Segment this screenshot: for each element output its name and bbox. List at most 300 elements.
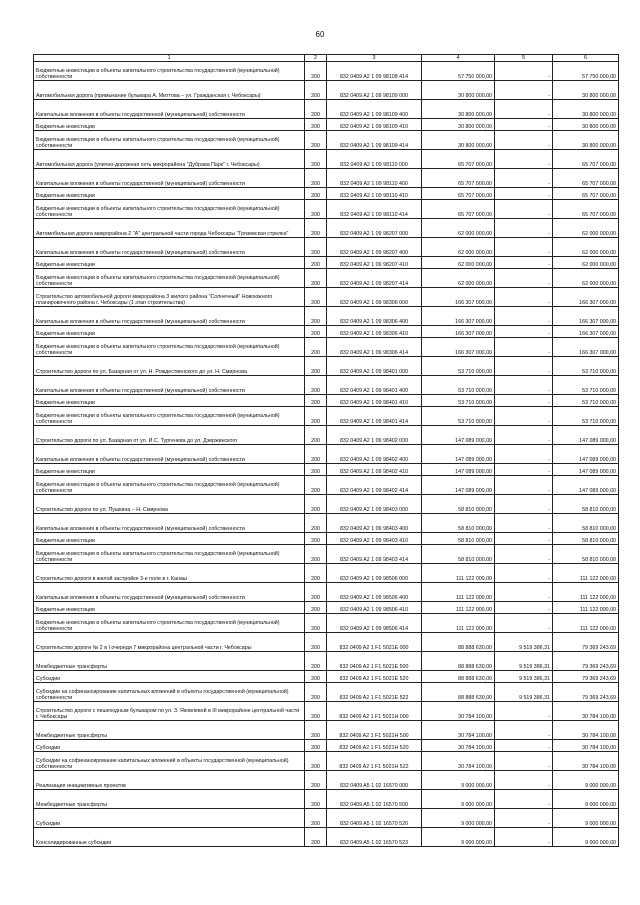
amount-change: - (495, 583, 553, 602)
table-row (34, 395, 619, 407)
amount-change: - (495, 257, 553, 269)
code-cell: 200 (305, 81, 327, 100)
amount-change: - (495, 828, 553, 847)
row-name: Субсидии (34, 740, 305, 752)
classification-code: 832 0409 A2 1 09 98110 410 (327, 188, 422, 200)
amount-plan: 62 000 000,00 (422, 269, 495, 288)
amount-total: 79 369 243,69 (553, 652, 619, 671)
code-cell: 200 (305, 288, 327, 307)
classification-code: 832 0409 A2 1 09 98109 414 (327, 131, 422, 150)
code-cell: 200 (305, 702, 327, 721)
amount-plan: 147 089 000,00 (422, 426, 495, 445)
table-row (34, 257, 619, 269)
table-row (34, 269, 619, 288)
amount-plan: 30 784 100,00 (422, 740, 495, 752)
amount-total: 53 710 000,00 (553, 357, 619, 376)
amount-total: 111 122 000,00 (553, 602, 619, 614)
amount-total: 147 089 000,00 (553, 445, 619, 464)
code-cell: 200 (305, 583, 327, 602)
amount-total: 62 000 000,00 (553, 257, 619, 269)
amount-plan: 62 000 000,00 (422, 219, 495, 238)
amount-change: - (495, 545, 553, 564)
code-cell: 200 (305, 740, 327, 752)
amount-change: - (495, 238, 553, 257)
amount-total: 65 707 000,00 (553, 150, 619, 169)
amount-change: - (495, 464, 553, 476)
classification-code: 832 0409 A2 1 F1 5021E 520 (327, 671, 422, 683)
code-cell: 200 (305, 683, 327, 702)
amount-total: 111 122 000,00 (553, 583, 619, 602)
amount-change: - (495, 602, 553, 614)
code-cell: 200 (305, 119, 327, 131)
row-name: Строительство автомобильной дороги микрорайона 3 жилого района "Солнечный" Новоюжного планировочного района г. Чебоксары (1 этап строительства) (34, 288, 305, 307)
row-name: Бюджетные инвестиции в объекты капитального строительства государственной (муниципальной) собственности (34, 407, 305, 426)
row-name: Бюджетные инвестиции (34, 395, 305, 407)
row-name: Автомобильная дорога микрорайона 2 "А" центральной части города Чебоксары "Грязевская стрелка" (34, 219, 305, 238)
amount-plan: 58 810 000,00 (422, 545, 495, 564)
amount-change: - (495, 131, 553, 150)
row-name: Автомобильная дорога (улично-дорожная сеть микрорайона "Дубрава Парк" г. Чебоксары) (34, 150, 305, 169)
amount-plan: 53 710 000,00 (422, 357, 495, 376)
amount-total: 9 000 000,00 (553, 828, 619, 847)
column-header: 1 (34, 55, 305, 62)
amount-change: - (495, 495, 553, 514)
classification-code: 832 0409 A2 1 F1 5021E 522 (327, 683, 422, 702)
code-cell: 200 (305, 100, 327, 119)
code-cell: 200 (305, 790, 327, 809)
row-name: Бюджетные инвестиции в объекты капитального строительства государственной (муниципальной) собственности (34, 131, 305, 150)
row-name: Бюджетные инвестиции в объекты капитального строительства государственной (муниципальной) собственности (34, 62, 305, 81)
amount-total: 147 089 000,00 (553, 426, 619, 445)
amount-plan: 53 710 000,00 (422, 376, 495, 395)
table-row (34, 169, 619, 188)
table-row (34, 683, 619, 702)
row-name: Бюджетные инвестиции в объекты капитального строительства государственной (муниципальной) собственности (34, 338, 305, 357)
row-name: Межбюджетные трансферты (34, 652, 305, 671)
row-name: Консолидированные субсидии (34, 828, 305, 847)
amount-total: 166 307 000,00 (553, 326, 619, 338)
amount-plan: 9 000 000,00 (422, 790, 495, 809)
amount-change: - (495, 219, 553, 238)
amount-total: 30 800 000,00 (553, 119, 619, 131)
amount-change: - (495, 169, 553, 188)
amount-change: - (495, 269, 553, 288)
row-name: Строительство дороги в жилой застройке 3-е поле в г. Канаш (34, 564, 305, 583)
classification-code: 832 0409 A2 1 09 98207 414 (327, 269, 422, 288)
amount-plan: 166 307 000,00 (422, 307, 495, 326)
classification-code: 832 0409 A2 1 09 98402 414 (327, 476, 422, 495)
row-name: Автомобильная дорога (примыкание бульвара А. Миттова – ул. Гражданская г. Чебоксары) (34, 81, 305, 100)
amount-change: - (495, 376, 553, 395)
row-name: Капитальные вложения в объекты государственной (муниципальной) собственности (34, 514, 305, 533)
classification-code: 832 0409 A2 1 09 98402 400 (327, 445, 422, 464)
amount-plan: 65 707 000,00 (422, 169, 495, 188)
table-row (34, 81, 619, 100)
amount-change: 9 519 386,31 (495, 671, 553, 683)
amount-total: 57 750 000,00 (553, 62, 619, 81)
classification-code: 832 0409 A5 1 02 16570 523 (327, 828, 422, 847)
amount-change: - (495, 326, 553, 338)
classification-code: 832 0409 A2 1 09 98506 414 (327, 614, 422, 633)
code-cell: 200 (305, 464, 327, 476)
table-row (34, 740, 619, 752)
row-name: Капитальные вложения в объекты государственной (муниципальной) собственности (34, 583, 305, 602)
classification-code: 832 0409 A2 1 09 98401 410 (327, 395, 422, 407)
amount-plan: 88 888 630,00 (422, 633, 495, 652)
row-name: Бюджетные инвестиции (34, 533, 305, 545)
amount-total: 30 784 100,00 (553, 721, 619, 740)
code-cell: 200 (305, 407, 327, 426)
amount-total: 62 000 000,00 (553, 219, 619, 238)
row-name: Капитальные вложения в объекты государственной (муниципальной) собственности (34, 100, 305, 119)
amount-change: - (495, 426, 553, 445)
classification-code: 832 0409 A2 1 09 98109 000 (327, 81, 422, 100)
amount-plan: 58 810 000,00 (422, 495, 495, 514)
row-name: Бюджетные инвестиции в объекты капитального строительства государственной (муниципальной) собственности (34, 269, 305, 288)
table-row (34, 62, 619, 81)
table-row (34, 476, 619, 495)
amount-change: - (495, 62, 553, 81)
code-cell: 200 (305, 326, 327, 338)
classification-code: 832 0409 A5 1 02 16570 520 (327, 809, 422, 828)
table-row (34, 131, 619, 150)
amount-change: - (495, 533, 553, 545)
row-name: Бюджетные инвестиции (34, 119, 305, 131)
table-row (34, 407, 619, 426)
page-number: 60 (315, 30, 325, 39)
table-row (34, 464, 619, 476)
column-header: 4 (422, 55, 495, 62)
amount-plan: 88 888 630,00 (422, 671, 495, 683)
amount-total: 30 784 100,00 (553, 752, 619, 771)
classification-code: 832 0409 A2 1 F1 5021E 500 (327, 652, 422, 671)
row-name: Строительство дороги № 2 в I очереди 7 микрорайона центральной части г. Чебоксары (34, 633, 305, 652)
amount-plan: 30 784 100,00 (422, 702, 495, 721)
row-name: Капитальные вложения в объекты государственной (муниципальной) собственности (34, 445, 305, 464)
code-cell: 200 (305, 357, 327, 376)
amount-change: - (495, 188, 553, 200)
row-name: Капитальные вложения в объекты государственной (муниципальной) собственности (34, 238, 305, 257)
amount-plan: 147 089 000,00 (422, 464, 495, 476)
row-name: Строительство дороги по ул. Базарная от ул. Н. Рождественского до ул. Н. Смирнова (34, 357, 305, 376)
classification-code: 832 0409 A2 1 F1 5021H 000 (327, 702, 422, 721)
amount-total: 65 707 000,00 (553, 188, 619, 200)
amount-change: 9 519 386,31 (495, 683, 553, 702)
amount-change: - (495, 514, 553, 533)
row-name: Строительство дороги с пешеходным бульваром по ул. З. Яковлевой в III микрорайоне центральной части г. Чебоксары (34, 702, 305, 721)
amount-total: 53 710 000,00 (553, 395, 619, 407)
amount-change: - (495, 357, 553, 376)
table-row (34, 545, 619, 564)
amount-total: 58 810 000,00 (553, 533, 619, 545)
row-name: Строительство дороги по ул. Пушкина – Н. Смирнова (34, 495, 305, 514)
row-name: Субсидии на софинансирование капитальных вложений в объекты государственной (муниципальной) собственности (34, 683, 305, 702)
table-row (34, 326, 619, 338)
amount-plan: 88 888 630,00 (422, 683, 495, 702)
table-row (34, 426, 619, 445)
amount-plan: 53 710 000,00 (422, 407, 495, 426)
table-row (34, 150, 619, 169)
row-name: Бюджетные инвестиции (34, 188, 305, 200)
amount-plan: 65 707 000,00 (422, 188, 495, 200)
amount-total: 30 784 100,00 (553, 740, 619, 752)
amount-change: - (495, 150, 553, 169)
code-cell: 200 (305, 671, 327, 683)
amount-plan: 30 800 000,00 (422, 119, 495, 131)
amount-plan: 62 000 000,00 (422, 257, 495, 269)
amount-total: 111 122 000,00 (553, 614, 619, 633)
table-row (34, 238, 619, 257)
table-row (34, 288, 619, 307)
code-cell: 200 (305, 545, 327, 564)
amount-total: 58 810 000,00 (553, 514, 619, 533)
amount-plan: 111 122 000,00 (422, 564, 495, 583)
amount-total: 9 000 000,00 (553, 771, 619, 790)
amount-change: - (495, 809, 553, 828)
amount-plan: 30 800 000,00 (422, 81, 495, 100)
amount-plan: 166 307 000,00 (422, 288, 495, 307)
table-row (34, 495, 619, 514)
amount-change: - (495, 445, 553, 464)
table-row (34, 790, 619, 809)
table-row (34, 614, 619, 633)
code-cell: 200 (305, 445, 327, 464)
amount-total: 166 307 000,00 (553, 338, 619, 357)
code-cell: 200 (305, 219, 327, 238)
amount-total: 58 810 000,00 (553, 545, 619, 564)
classification-code: 832 0409 A2 1 09 98109 400 (327, 100, 422, 119)
amount-change: - (495, 740, 553, 752)
table-row (34, 307, 619, 326)
amount-change: - (495, 790, 553, 809)
table-row (34, 533, 619, 545)
amount-total: 9 000 000,00 (553, 790, 619, 809)
amount-change: - (495, 614, 553, 633)
amount-plan: 62 000 000,00 (422, 238, 495, 257)
table-row (34, 583, 619, 602)
code-cell: 200 (305, 150, 327, 169)
classification-code: 832 0409 A2 1 09 98402 000 (327, 426, 422, 445)
code-cell: 200 (305, 376, 327, 395)
table-row (34, 752, 619, 771)
amount-total: 30 800 000,00 (553, 81, 619, 100)
amount-plan: 30 784 100,00 (422, 721, 495, 740)
amount-plan: 111 122 000,00 (422, 583, 495, 602)
classification-code: 832 0409 A2 1 09 98109 410 (327, 119, 422, 131)
amount-change: - (495, 702, 553, 721)
row-name: Межбюджетные трансферты (34, 721, 305, 740)
code-cell: 200 (305, 307, 327, 326)
amount-change: 9 519 386,31 (495, 633, 553, 652)
code-cell: 200 (305, 514, 327, 533)
amount-total: 79 369 243,69 (553, 633, 619, 652)
amount-change: - (495, 752, 553, 771)
code-cell: 200 (305, 426, 327, 445)
amount-plan: 65 707 000,00 (422, 200, 495, 219)
table-row (34, 357, 619, 376)
amount-plan: 58 810 000,00 (422, 514, 495, 533)
classification-code: 832 0409 A2 1 09 98402 410 (327, 464, 422, 476)
amount-total: 53 710 000,00 (553, 376, 619, 395)
amount-plan: 30 800 000,00 (422, 100, 495, 119)
code-cell: 200 (305, 188, 327, 200)
row-name: Бюджетные инвестиции (34, 326, 305, 338)
row-name: Субсидии (34, 809, 305, 828)
code-cell: 200 (305, 652, 327, 671)
code-cell: 200 (305, 395, 327, 407)
amount-total: 62 000 000,00 (553, 238, 619, 257)
amount-plan: 147 089 000,00 (422, 476, 495, 495)
code-cell: 200 (305, 238, 327, 257)
classification-code: 832 0409 A2 1 09 98401 414 (327, 407, 422, 426)
code-cell: 200 (305, 533, 327, 545)
row-name: Бюджетные инвестиции в объекты капитального строительства государственной (муниципальной) собственности (34, 476, 305, 495)
column-header: 6 (553, 55, 619, 62)
row-name: Бюджетные инвестиции (34, 602, 305, 614)
classification-code: 832 0409 A2 1 09 98506 000 (327, 564, 422, 583)
amount-plan: 30 784 100,00 (422, 752, 495, 771)
amount-plan: 9 000 000,00 (422, 771, 495, 790)
classification-code: 832 0409 A2 1 09 98403 400 (327, 514, 422, 533)
table-row (34, 119, 619, 131)
row-name: Капитальные вложения в объекты государственной (муниципальной) собственности (34, 376, 305, 395)
classification-code: 832 0409 A2 1 09 98306 400 (327, 307, 422, 326)
amount-total: 147 089 000,00 (553, 476, 619, 495)
amount-total: 65 707 000,00 (553, 169, 619, 188)
row-name: Бюджетные инвестиции (34, 464, 305, 476)
amount-plan: 166 307 000,00 (422, 326, 495, 338)
amount-plan: 9 000 000,00 (422, 809, 495, 828)
amount-change: - (495, 119, 553, 131)
code-cell: 200 (305, 169, 327, 188)
code-cell: 200 (305, 809, 327, 828)
table-row (34, 188, 619, 200)
code-cell: 200 (305, 752, 327, 771)
amount-change: - (495, 200, 553, 219)
code-cell: 200 (305, 495, 327, 514)
amount-change: - (495, 81, 553, 100)
amount-total: 147 089 000,00 (553, 464, 619, 476)
table-row (34, 564, 619, 583)
column-header: 3 (327, 55, 422, 62)
code-cell: 200 (305, 564, 327, 583)
table-row (34, 100, 619, 119)
table-row (34, 652, 619, 671)
amount-total: 166 307 000,00 (553, 307, 619, 326)
code-cell: 200 (305, 771, 327, 790)
classification-code: 832 0409 A2 1 F1 5021H 520 (327, 740, 422, 752)
row-name: Бюджетные инвестиции (34, 257, 305, 269)
table-row (34, 828, 619, 847)
amount-total: 65 707 000,00 (553, 200, 619, 219)
row-name: Реализация инициативных проектов (34, 771, 305, 790)
classification-code: 832 0409 A2 1 09 98401 400 (327, 376, 422, 395)
amount-change: - (495, 476, 553, 495)
row-name: Строительство дороги по ул. Базарная от ул. И.С. Тургенева до ул. Дзержинского (34, 426, 305, 445)
code-cell: 200 (305, 269, 327, 288)
row-name: Бюджетные инвестиции в объекты капитального строительства государственной (муниципальной) собственности (34, 614, 305, 633)
column-header: 2 (305, 55, 327, 62)
classification-code: 832 0409 A2 1 09 98401 000 (327, 357, 422, 376)
code-cell: 200 (305, 633, 327, 652)
amount-change: 9 519 386,31 (495, 652, 553, 671)
classification-code: 832 0409 A2 1 09 98108 414 (327, 62, 422, 81)
code-cell: 200 (305, 721, 327, 740)
amount-total: 111 122 000,00 (553, 564, 619, 583)
code-cell: 200 (305, 131, 327, 150)
table-row (34, 633, 619, 652)
row-name: Бюджетные инвестиции в объекты капитального строительства государственной (муниципальной) собственности (34, 200, 305, 219)
table-row (34, 721, 619, 740)
classification-code: 832 0409 A2 1 09 98110 400 (327, 169, 422, 188)
row-name: Капитальные вложения в объекты государственной (муниципальной) собственности (34, 307, 305, 326)
amount-plan: 57 750 000,00 (422, 62, 495, 81)
code-cell: 200 (305, 828, 327, 847)
table-row (34, 514, 619, 533)
classification-code: 832 0409 A2 1 09 98306 410 (327, 326, 422, 338)
code-cell: 200 (305, 62, 327, 81)
amount-plan: 65 707 000,00 (422, 150, 495, 169)
table-row (34, 602, 619, 614)
classification-code: 832 0409 A2 1 09 98506 410 (327, 602, 422, 614)
classification-code: 832 0409 A2 1 09 98207 000 (327, 219, 422, 238)
code-cell: 200 (305, 614, 327, 633)
classification-code: 832 0409 A5 1 02 16570 000 (327, 771, 422, 790)
classification-code: 832 0409 A2 1 09 98403 000 (327, 495, 422, 514)
amount-total: 79 369 243,69 (553, 671, 619, 683)
amount-total: 30 784 100,00 (553, 702, 619, 721)
amount-change: - (495, 721, 553, 740)
amount-change: - (495, 100, 553, 119)
classification-code: 832 0409 A2 1 09 98110 414 (327, 200, 422, 219)
amount-plan: 88 888 630,00 (422, 652, 495, 671)
classification-code: 832 0409 A2 1 09 98306 000 (327, 288, 422, 307)
table-row (34, 445, 619, 464)
row-name: Бюджетные инвестиции в объекты капитального строительства государственной (муниципальной) собственности (34, 545, 305, 564)
amount-total: 30 800 000,00 (553, 100, 619, 119)
table-row (34, 219, 619, 238)
amount-plan: 111 122 000,00 (422, 614, 495, 633)
classification-code: 832 0409 A2 1 F1 5021H 500 (327, 721, 422, 740)
amount-plan: 9 000 000,00 (422, 828, 495, 847)
table-row (34, 702, 619, 721)
table-header-row (34, 55, 619, 62)
amount-plan: 53 710 000,00 (422, 395, 495, 407)
classification-code: 832 0409 A2 1 09 98403 410 (327, 533, 422, 545)
row-name: Субсидии (34, 671, 305, 683)
amount-change: - (495, 288, 553, 307)
amount-plan: 166 307 000,00 (422, 338, 495, 357)
amount-total: 53 710 000,00 (553, 407, 619, 426)
classification-code: 832 0409 A2 1 09 98506 400 (327, 583, 422, 602)
amount-plan: 147 089 000,00 (422, 445, 495, 464)
amount-change: - (495, 338, 553, 357)
row-name: Межбюджетные трансферты (34, 790, 305, 809)
row-name: Субсидии на софинансирование капитальных вложений в объекты государственной (муниципальной) собственности (34, 752, 305, 771)
table-row (34, 771, 619, 790)
classification-code: 832 0409 A2 1 09 98110 000 (327, 150, 422, 169)
budget-table (33, 54, 619, 847)
classification-code: 832 0409 A2 1 F1 5021E 000 (327, 633, 422, 652)
classification-code: 832 0409 A2 1 09 98306 414 (327, 338, 422, 357)
code-cell: 200 (305, 476, 327, 495)
amount-change: - (495, 771, 553, 790)
table-row (34, 809, 619, 828)
column-header: 5 (495, 55, 553, 62)
table-row (34, 671, 619, 683)
amount-plan: 30 800 000,00 (422, 131, 495, 150)
amount-total: 166 307 000,00 (553, 288, 619, 307)
